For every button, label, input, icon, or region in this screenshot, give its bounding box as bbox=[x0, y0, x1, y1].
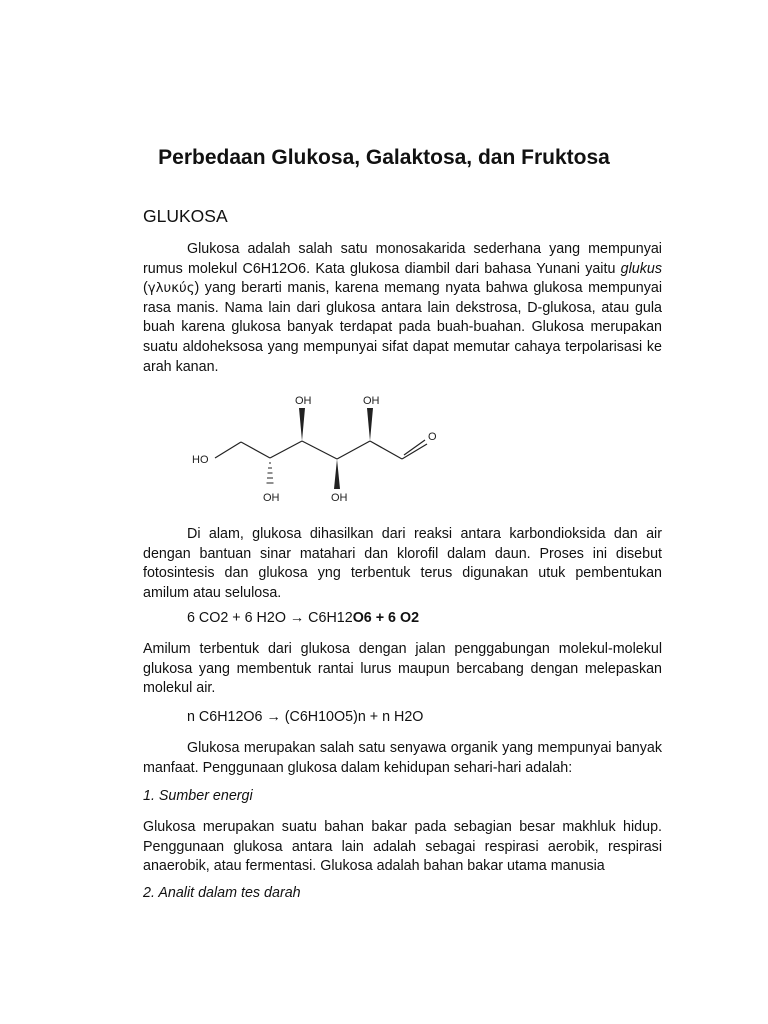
para1-italic-word: glukus bbox=[620, 260, 662, 277]
paragraph-photosynthesis: Di alam, glukosa dihasilkan dari reaksi antara karbondioksida dan air dengan bantuan sinar matahari dan klorofil dalam daun. Proses ini disebut fotosintesis dan glukosa yng terbentuk terus digunakan utuk pembentukan amilum atau selulosa. bbox=[143, 526, 662, 601]
paragraph-energy: Glukosa merupakan suatu bahan bakar pada sebagian besar makhluk hidup. Penggunaan glukosa antara lain adalah sebagai respirasi aerobik, respirasi anaerobik, atau fermentasi. Glukosa adalah bahan bakar utama manusia bbox=[143, 819, 662, 875]
page-title: Perbedaan Glukosa, Galaktosa, dan Fruktosa bbox=[158, 146, 610, 169]
bond-c3-c4 bbox=[302, 441, 337, 459]
label-oh-bottom-1: OH bbox=[263, 492, 280, 504]
bond-c4-c5 bbox=[337, 441, 370, 459]
label-oh-top-1: OH bbox=[295, 395, 312, 407]
equation-polymerization: n C6H12O6 → (C6H10O5)n + n H2O bbox=[187, 709, 424, 725]
section-heading: GLUKOSA bbox=[143, 206, 228, 226]
para1-text-a: Glukosa adalah salah satu monosakarida sederhana yang mempunyai rumus molekul C6H12O6. Kata glukosa diambil dari bahasa Yunani yaitu bbox=[143, 241, 662, 277]
wedge-c5 bbox=[367, 408, 373, 441]
bond-c6-o-a bbox=[402, 444, 427, 459]
hashed-wedge-c2 bbox=[267, 463, 274, 483]
paragraph-amilum: Amilum terbentuk dari glukosa dengan jalan penggabungan molekul-molekul glukosa yang membentuk rantai lurus maupun bercabang dengan melepaskan molekul air. bbox=[143, 641, 662, 697]
wedge-c4 bbox=[334, 459, 340, 489]
para1-text-c: ) yang berarti manis, karena memang nyata bahwa glukosa mempunyai rasa manis. Nama lain dari glukosa antara lain dekstrosa, D-glukosa, atau gula buah karena glukosa banyak terdapat pada buah-buahan. Glukosa merupakan suatu aldoheksosa yang mempunyai sifat dapat memutar cahaya terpolarisasi ke arah kanan. bbox=[143, 280, 662, 375]
equation-photosynthesis bbox=[187, 610, 419, 626]
list-item-title-2: 2. Analit dalam tes darah bbox=[143, 885, 301, 901]
bond-ho-c1 bbox=[215, 442, 241, 458]
bond-c2-c3 bbox=[270, 441, 302, 458]
label-oh-bottom-2: OH bbox=[331, 492, 348, 504]
label-ho: HO bbox=[192, 454, 209, 466]
equation-1-right: O6 + 6 O2 bbox=[352, 610, 420, 626]
wedge-c3 bbox=[299, 408, 305, 441]
para1-greek-word: γλυκύς bbox=[147, 281, 195, 297]
para1-text-b: ( bbox=[143, 280, 148, 297]
paragraph-uses: Glukosa merupakan salah satu senyawa organik yang mempunyai banyak manfaat. Penggunaan glukosa dalam kehidupan sehari-hari adalah: bbox=[143, 740, 662, 776]
paragraph-intro bbox=[143, 240, 662, 377]
label-oh-top-2: OH bbox=[363, 395, 380, 407]
bond-c5-c6 bbox=[370, 441, 402, 459]
label-o: O bbox=[428, 431, 437, 443]
bond-c1-c2 bbox=[241, 442, 270, 458]
list-item-title-1: 1. Sumber energi bbox=[143, 788, 253, 804]
equation-1-left: 6 CO2 + 6 H2O → C6H12 bbox=[187, 610, 353, 626]
glucose-structure-diagram bbox=[180, 385, 450, 510]
